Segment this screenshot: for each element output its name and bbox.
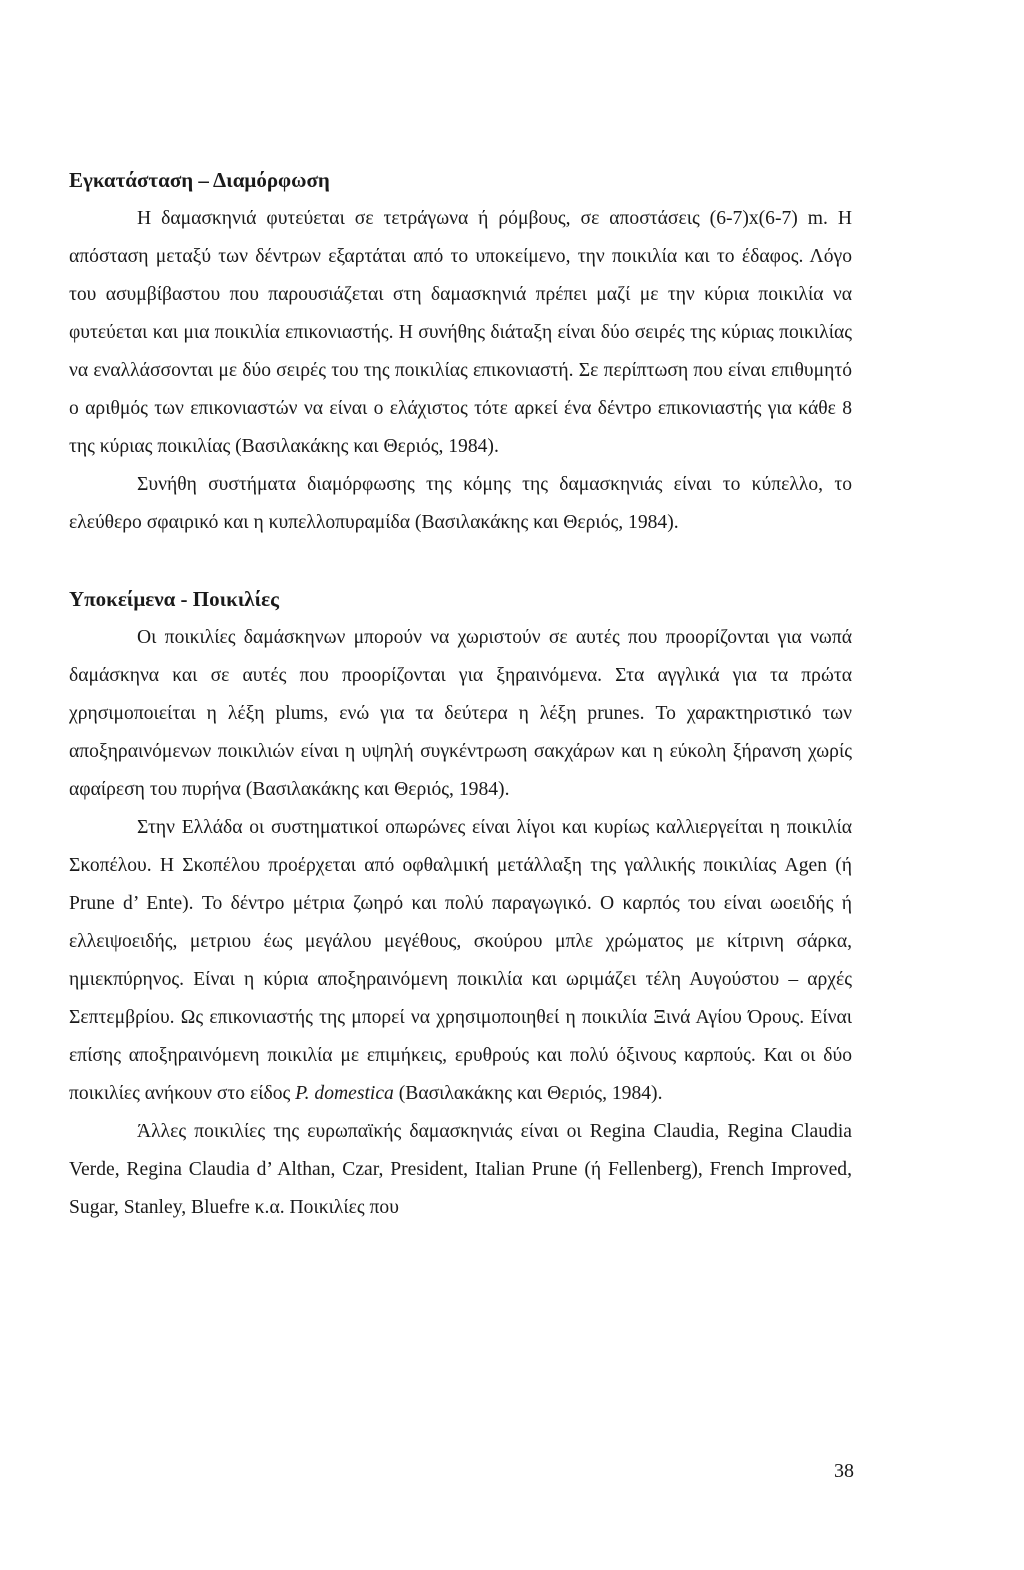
greek-varieties-citation: (Βασιλακάκης και Θεριός, 1984).: [393, 1083, 663, 1104]
paragraph-varieties-intro: Οι ποικιλίες δαμάσκηνων μπορούν να χωριστούν σε αυτές που προορίζονται για νωπά δαμάσκηνα και σε αυτές που προορίζονται για ξηραινόμενα. Στα αγγλικά για τα πρώτα χρησιμοποιείται η λέξη plums, ενώ για τα δεύτερα η λέξη prunes. Το χαρακτηριστικό των αποξηραινόμενων ποικιλιών είναι η υψηλή συγκέντρωση σακχάρων και η εύκολη ξήρανση χωρίς αφαίρεση του πυρήνα (Βασιλακάκης και Θεριός, 1984).: [69, 627, 852, 800]
paragraph-canopy-systems: Συνήθη συστήματα διαμόρφωσης της κόμης της δαμασκηνιάς είναι το κύπελλο, το ελεύθερο σφαιρικό και η κυπελλοπυραμίδα (Βασιλακάκης και Θεριός, 1984).: [69, 474, 852, 533]
paragraph-installation-spacing: Η δαμασκηνιά φυτεύεται σε τετράγωνα ή ρόμβους, σε αποστάσεις (6-7)x(6-7) m. Η απόσταση μεταξύ των δέντρων εξαρτάται από το υποκείμενο, την ποικιλία και το έδαφος. Λόγο του ασυμβίβαστου που παρουσιάζεται στη δαμασκηνιά πρέπει μαζί με την κύρια ποικιλία να φυτεύεται και μια ποικιλία επικονιαστής. Η συνήθης διάταξη είναι δύο σειρές της κύριας ποικιλίας να εναλλάσσονται με δύο σειρές του της ποικιλίας επικονιαστή. Σε περίπτωση που είναι επιθυμητό ο αριθμός των επικονιαστών να είναι ο ελάχιστος τότε αρκεί ένα δέντρο επικονιαστής για κάθε 8 της κύριας ποικιλίας (Βασιλακάκης και Θεριός, 1984).: [69, 208, 852, 457]
section-spacer: [69, 542, 852, 579]
page-number: 38: [834, 1460, 854, 1482]
species-name-italic: P. domestica: [295, 1083, 394, 1104]
section-heading-rootstocks-varieties: Υποκείμενα - Ποικιλίες: [69, 587, 279, 611]
section-heading-installation: Εγκατάσταση – Διαμόρφωση: [69, 168, 330, 192]
greek-varieties-text: Στην Ελλάδα οι συστηματικοί οπωρώνες είναι λίγοι και κυρίως καλλιεργείται η ποικιλία Σκοπέλου. Η Σκοπέλου προέρχεται από οφθαλμική μετάλλαξη της γαλλικής ποικιλίας Agen (ή Prune d’ Ente). Το δέντρο μέτρια ζωηρό και πολύ παραγωγικό. Ο καρπός του είναι ωοειδής ή ελλειψοειδής, μετριου έως μεγάλου μεγέθους, σκούρου μπλε χρώματος με κίτρινη σάρκα, ημιεκπύρηνος. Είναι η κύρια αποξηραινόμενη ποικιλία και ωριμάζει τέλη Αυγούστου – αρχές Σεπτεμβρίου. Ως επικονιαστής της μπορεί να χρησιμοποιηθεί η ποικιλία Ξινά Αγίου Όρους. Είναι επίσης αποξηραινόμενη ποικιλία με επιμήκεις, ερυθρούς και πολύ όξινους καρπούς. Και οι δύο ποικιλίες ανήκουν στο είδος: [69, 817, 852, 1104]
paragraph-greek-varieties: [69, 809, 852, 1113]
paragraph-other-varieties: Άλλες ποικιλίες της ευρωπαϊκής δαμασκηνιάς είναι οι Regina Claudia, Regina Claudia Verde, Regina Claudia d’ Althan, Czar, President, Italian Prune (ή Fellenberg), French Improved, Sugar, Stanley, Bluefre κ.α. Ποικιλίες που: [69, 1121, 852, 1218]
document-page: [69, 160, 852, 1227]
